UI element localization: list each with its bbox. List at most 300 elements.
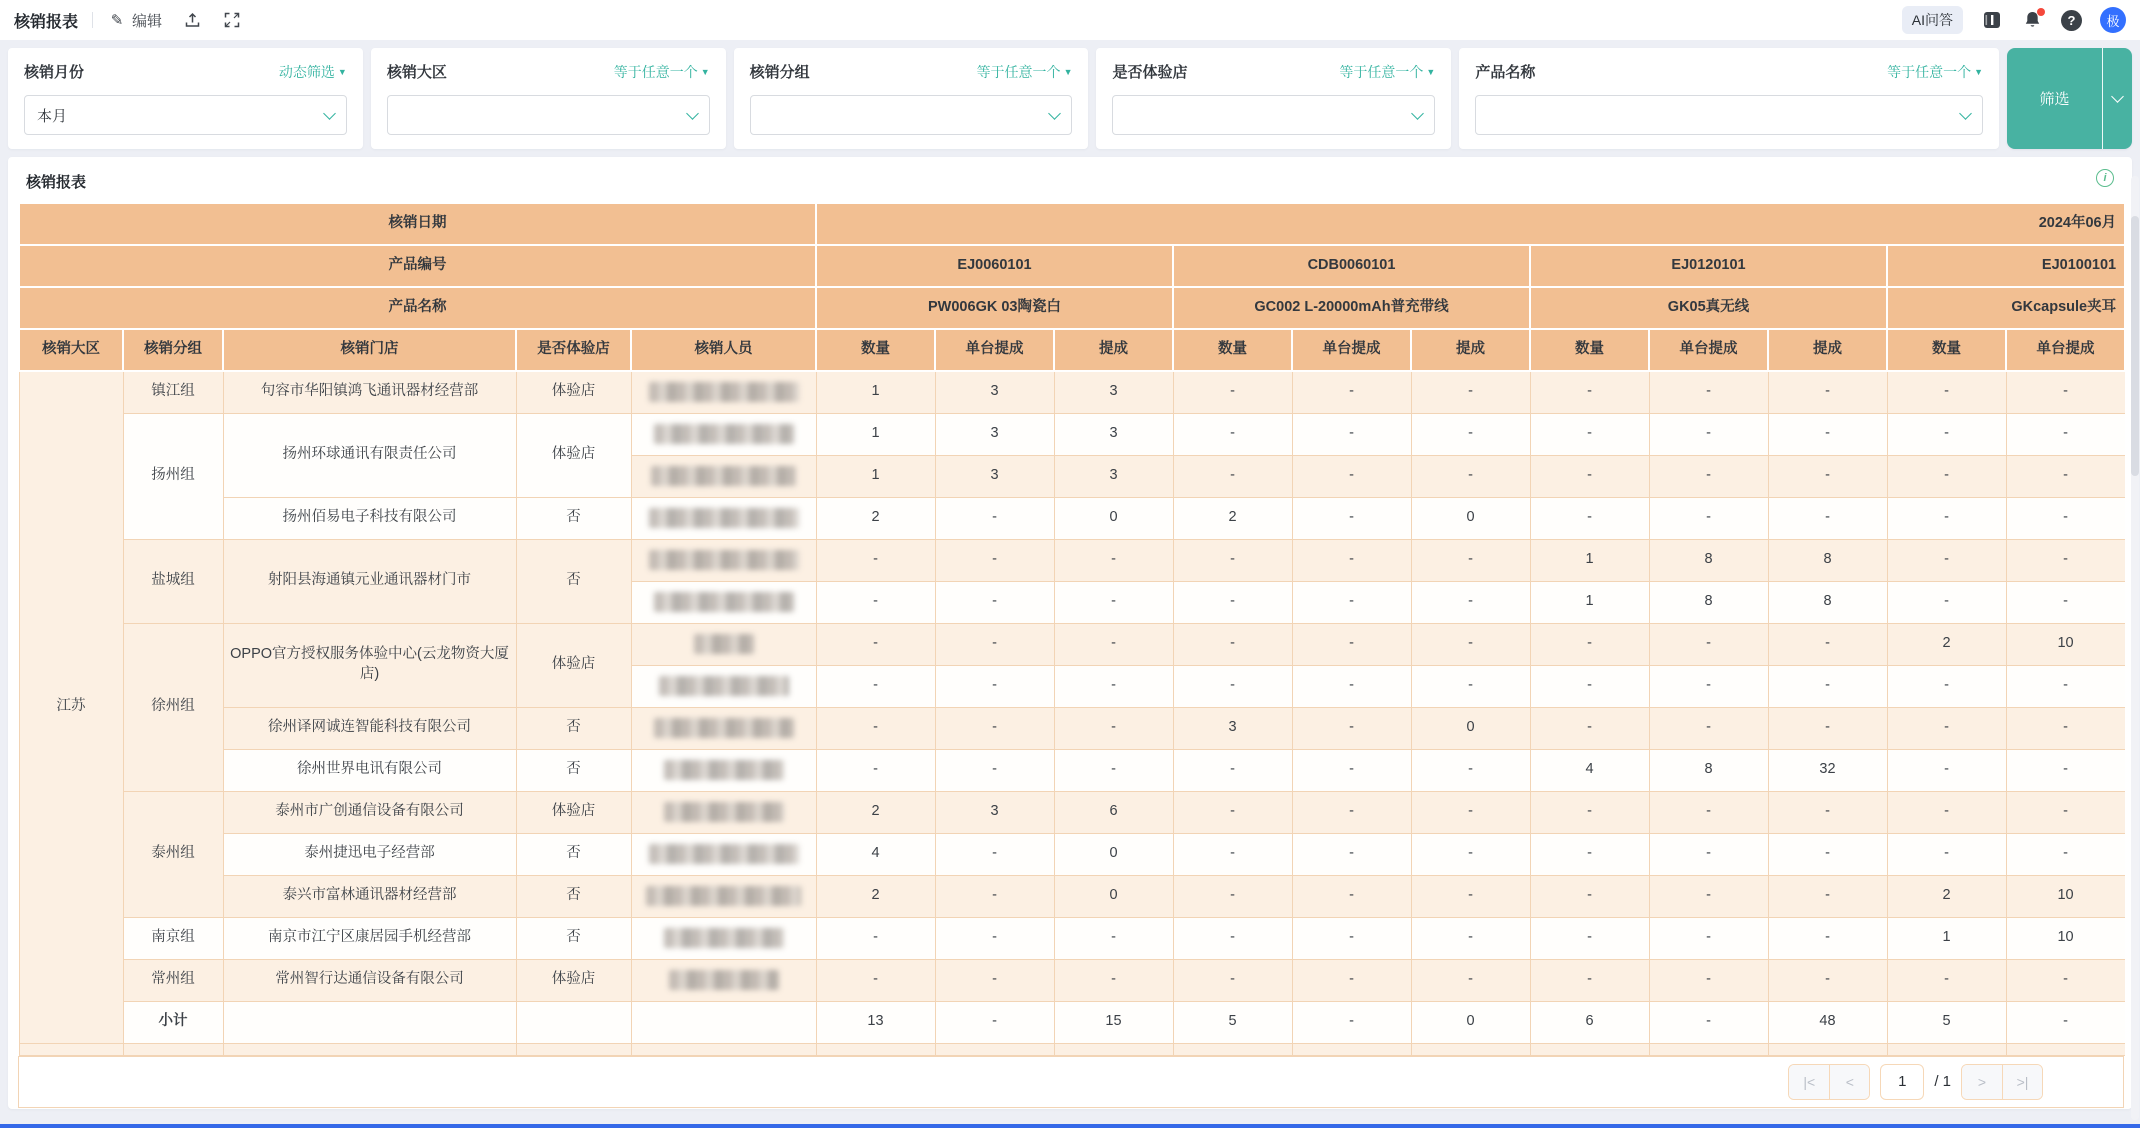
- value-cell: -: [1292, 455, 1411, 497]
- value-cell: -: [2006, 455, 2125, 497]
- filter-label: 核销月份: [24, 64, 85, 81]
- value-cell: 8: [1768, 539, 1887, 581]
- person-cell: [631, 539, 816, 581]
- clipped-cell: [516, 1043, 631, 1055]
- value-cell: -: [1173, 623, 1292, 665]
- value-cell: -: [2006, 749, 2125, 791]
- filter-operator-dropdown[interactable]: 等于任意一个 ▼: [613, 63, 710, 80]
- value-cell: -: [1649, 455, 1768, 497]
- experience-select[interactable]: [1112, 95, 1435, 135]
- value-cell: -: [1411, 959, 1530, 1001]
- value-cell: -: [935, 581, 1054, 623]
- value-cell: 1: [1530, 539, 1649, 581]
- product-code-cell: CDB0060101: [1173, 245, 1530, 287]
- person-name-redacted: [649, 844, 799, 864]
- value-cell: -: [1887, 791, 2006, 833]
- value-cell: -: [1768, 959, 1887, 1001]
- filter-apply-button[interactable]: 筛选: [2039, 91, 2070, 108]
- page-title: 核销报表: [14, 13, 79, 31]
- value-cell: 2: [816, 497, 935, 539]
- group-cell: 泰州组: [123, 791, 223, 917]
- value-cell: -: [1887, 665, 2006, 707]
- value-cell: -: [1292, 917, 1411, 959]
- report-title: 核销报表: [26, 174, 87, 191]
- table-row: [19, 791, 2125, 833]
- value-cell: -: [1530, 665, 1649, 707]
- value-cell: -: [1530, 791, 1649, 833]
- value-cell: -: [1887, 455, 2006, 497]
- value-cell: -: [816, 749, 935, 791]
- value-cell: 0: [1054, 875, 1173, 917]
- divider: [92, 12, 93, 28]
- pagination-group-right: [1961, 1064, 2043, 1100]
- value-cell: -: [1292, 371, 1411, 413]
- value-cell: -: [816, 623, 935, 665]
- value-cell: 0: [1411, 1001, 1530, 1043]
- filter-card-group: [734, 48, 1089, 149]
- store-cell: 泰兴市富林通讯器材经营部: [223, 875, 516, 917]
- month-select-value: 本月: [37, 107, 68, 125]
- person-name-redacted: [669, 970, 779, 990]
- table-row: [19, 623, 2125, 665]
- bottom-accent-line: [0, 1124, 2140, 1128]
- person-cell: [631, 371, 816, 413]
- value-cell: -: [1054, 707, 1173, 749]
- column-header-cell: 核销人员: [631, 329, 816, 371]
- upload-icon: [182, 10, 202, 30]
- metric-header-cell: 数量: [1530, 329, 1649, 371]
- caret-down-icon: ▼: [1426, 66, 1436, 77]
- clipped-cell: [631, 1043, 816, 1055]
- value-cell: -: [1768, 455, 1887, 497]
- experience-cell: 体验店: [516, 371, 631, 413]
- value-cell: -: [1887, 581, 2006, 623]
- value-cell: -: [935, 497, 1054, 539]
- table-row: [19, 749, 2125, 791]
- vertical-scrollbar[interactable]: [2131, 176, 2139, 1120]
- value-cell: 2: [1887, 623, 2006, 665]
- edit-label: 编辑: [132, 12, 163, 30]
- value-cell: -: [1649, 497, 1768, 539]
- value-cell: 1: [1887, 917, 2006, 959]
- value-cell: -: [1173, 371, 1292, 413]
- group-cell: 镇江组: [123, 371, 223, 413]
- product-name-label-cell: 产品名称: [19, 287, 816, 329]
- clipped-cell: [223, 1043, 516, 1055]
- value-cell: 6: [1530, 1001, 1649, 1043]
- value-cell: -: [2006, 791, 2125, 833]
- clipped-cell: [1649, 1043, 1768, 1055]
- metric-header-cell: 单台提成: [935, 329, 1054, 371]
- scrollbar-thumb[interactable]: [2131, 216, 2139, 476]
- value-cell: 3: [935, 371, 1054, 413]
- value-cell: -: [1530, 707, 1649, 749]
- export-button[interactable]: [182, 10, 202, 30]
- clipped-cell: [19, 1043, 123, 1055]
- value-cell: -: [2006, 581, 2125, 623]
- value-cell: 10: [2006, 875, 2125, 917]
- group-cell: 常州组: [123, 959, 223, 1001]
- value-cell: -: [1292, 539, 1411, 581]
- fullscreen-button[interactable]: [222, 10, 242, 30]
- value-cell: -: [1054, 749, 1173, 791]
- value-cell: -: [816, 581, 935, 623]
- value-cell: 8: [1649, 581, 1768, 623]
- value-cell: 3: [1173, 707, 1292, 749]
- product-select[interactable]: [1475, 95, 1983, 135]
- value-cell: -: [1054, 917, 1173, 959]
- value-cell: -: [1292, 581, 1411, 623]
- column-header-cell: 核销大区: [19, 329, 123, 371]
- clipped-cell: [935, 1043, 1054, 1055]
- value-cell: 8: [1649, 749, 1768, 791]
- value-cell: -: [1173, 455, 1292, 497]
- person-name-redacted: [694, 634, 754, 654]
- product-code-cell: EJ0060101: [816, 245, 1173, 287]
- store-cell: 扬州环球通讯有限责任公司: [223, 413, 516, 497]
- value-cell: 0: [1411, 707, 1530, 749]
- person-cell: [631, 665, 816, 707]
- value-cell: -: [1054, 959, 1173, 1001]
- store-cell: 泰州捷迅电子经营部: [223, 833, 516, 875]
- pagination-bar: [18, 1056, 2124, 1108]
- person-name-redacted: [654, 424, 794, 444]
- value-cell: -: [935, 959, 1054, 1001]
- value-cell: -: [1768, 791, 1887, 833]
- person-name-redacted: [646, 886, 801, 906]
- metric-header-cell: 提成: [1054, 329, 1173, 371]
- value-cell: 1: [816, 413, 935, 455]
- group-cell: 徐州组: [123, 623, 223, 791]
- product-name-cell: GK05真无线: [1530, 287, 1887, 329]
- value-cell: -: [1411, 665, 1530, 707]
- value-cell: -: [1530, 455, 1649, 497]
- value-cell: -: [1173, 749, 1292, 791]
- help-button[interactable]: ?: [2061, 10, 2082, 31]
- group-cell: 南京组: [123, 917, 223, 959]
- value-cell: -: [1887, 707, 2006, 749]
- value-cell: -: [1530, 959, 1649, 1001]
- store-cell: 徐州世界电讯有限公司: [223, 749, 516, 791]
- edit-button[interactable]: [107, 10, 162, 31]
- value-cell: -: [1411, 581, 1530, 623]
- report-card: [8, 157, 2132, 1109]
- person-cell: [631, 959, 816, 1001]
- experience-cell: 体验店: [516, 623, 631, 707]
- pencil-icon: ✎: [110, 12, 124, 29]
- table-row: [19, 833, 2125, 875]
- value-cell: -: [1292, 959, 1411, 1001]
- column-header-cell: 是否体验店: [516, 329, 631, 371]
- value-cell: -: [1292, 1001, 1411, 1043]
- value-cell: -: [2006, 665, 2125, 707]
- value-cell: -: [1649, 833, 1768, 875]
- store-cell: 南京市江宁区康居园手机经营部: [223, 917, 516, 959]
- value-cell: -: [935, 833, 1054, 875]
- filter-label: 核销分组: [749, 64, 810, 81]
- value-cell: -: [1530, 413, 1649, 455]
- prev-page-button[interactable]: <: [1829, 1065, 1869, 1099]
- product-code-label-cell: 产品编号: [19, 245, 816, 287]
- value-cell: -: [1649, 623, 1768, 665]
- value-cell: -: [1649, 371, 1768, 413]
- value-cell: 2: [816, 791, 935, 833]
- value-cell: -: [1768, 665, 1887, 707]
- clipped-cell: [1411, 1043, 1530, 1055]
- value-cell: -: [1649, 413, 1768, 455]
- person-cell: [631, 455, 816, 497]
- person-name-redacted: [649, 382, 799, 402]
- first-page-button[interactable]: |<: [1789, 1065, 1829, 1099]
- value-cell: -: [1292, 749, 1411, 791]
- value-cell: -: [1768, 623, 1887, 665]
- value-cell: -: [1768, 413, 1887, 455]
- group-cell: 扬州组: [123, 413, 223, 539]
- value-cell: -: [1411, 791, 1530, 833]
- value-cell: 3: [1054, 371, 1173, 413]
- column-header-cell: 核销门店: [223, 329, 516, 371]
- value-cell: -: [2006, 539, 2125, 581]
- value-cell: -: [1530, 497, 1649, 539]
- experience-cell: 否: [516, 497, 631, 539]
- value-cell: -: [1411, 875, 1530, 917]
- caret-down-icon: ▼: [1063, 66, 1073, 77]
- store-cell: 徐州译网诚连智能科技有限公司: [223, 707, 516, 749]
- value-cell: 32: [1768, 749, 1887, 791]
- experience-cell: 体验店: [516, 413, 631, 497]
- value-cell: -: [1768, 833, 1887, 875]
- value-cell: -: [1768, 371, 1887, 413]
- value-cell: 8: [1649, 539, 1768, 581]
- value-cell: -: [1173, 665, 1292, 707]
- value-cell: -: [1530, 917, 1649, 959]
- metric-header-cell: 数量: [1173, 329, 1292, 371]
- value-cell: 2: [1887, 875, 2006, 917]
- value-cell: 3: [1054, 413, 1173, 455]
- group-select[interactable]: [750, 95, 1073, 135]
- chevron-down-icon: [323, 107, 336, 120]
- filter-card-region: [371, 48, 726, 149]
- user-avatar[interactable]: 极: [2100, 7, 2126, 33]
- person-cell: [631, 413, 816, 455]
- product-name-cell: PW006GK 03陶瓷白: [816, 287, 1173, 329]
- person-name-redacted: [659, 676, 789, 696]
- value-cell: -: [1768, 497, 1887, 539]
- value-cell: -: [1887, 749, 2006, 791]
- table-row: [19, 539, 2125, 581]
- value-cell: -: [1887, 833, 2006, 875]
- caret-down-icon: ▼: [337, 66, 347, 77]
- value-cell: -: [1054, 665, 1173, 707]
- store-cell: 泰州市广创通信设备有限公司: [223, 791, 516, 833]
- value-cell: -: [1768, 875, 1887, 917]
- value-cell: -: [1292, 623, 1411, 665]
- value-cell: -: [1411, 455, 1530, 497]
- value-cell: 0: [1054, 833, 1173, 875]
- person-name-redacted: [651, 466, 796, 486]
- value-cell: 4: [816, 833, 935, 875]
- table-row: [19, 497, 2125, 539]
- value-cell: -: [1411, 833, 1530, 875]
- filter-label: 是否体验店: [1112, 64, 1188, 81]
- value-cell: -: [1887, 959, 2006, 1001]
- value-cell: -: [1530, 875, 1649, 917]
- chevron-down-icon: [686, 107, 699, 120]
- experience-cell: 否: [516, 707, 631, 749]
- value-cell: -: [935, 917, 1054, 959]
- next-page-button[interactable]: >: [1962, 1065, 2002, 1099]
- value-cell: 10: [2006, 917, 2125, 959]
- notification-bell-icon[interactable]: [2021, 9, 2043, 31]
- value-cell: -: [2006, 707, 2125, 749]
- value-cell: -: [935, 875, 1054, 917]
- table-row: [19, 1001, 2125, 1043]
- person-cell: [631, 497, 816, 539]
- topbar: [0, 0, 2140, 40]
- value-cell: -: [1173, 917, 1292, 959]
- value-cell: -: [1649, 875, 1768, 917]
- person-cell: [631, 749, 816, 791]
- value-cell: 2: [816, 875, 935, 917]
- page-number-input[interactable]: [1880, 1064, 1924, 1100]
- value-cell: -: [1411, 623, 1530, 665]
- clipped-cell: [1530, 1043, 1649, 1055]
- clipped-cell: [1054, 1043, 1173, 1055]
- value-cell: -: [1173, 539, 1292, 581]
- caret-down-icon: ▼: [700, 66, 710, 77]
- value-cell: -: [1887, 539, 2006, 581]
- value-cell: 5: [1173, 1001, 1292, 1043]
- value-cell: 1: [1530, 581, 1649, 623]
- value-cell: -: [1649, 665, 1768, 707]
- person-cell: [631, 791, 816, 833]
- person-cell: [631, 917, 816, 959]
- expand-icon: [222, 10, 242, 30]
- clipped-cell: [123, 1043, 223, 1055]
- person-cell: [631, 707, 816, 749]
- notification-badge: [2037, 8, 2045, 16]
- value-cell: -: [1649, 707, 1768, 749]
- value-cell: -: [1292, 875, 1411, 917]
- filter-apply-dropdown[interactable]: [2102, 48, 2132, 149]
- value-cell: -: [816, 959, 935, 1001]
- value-cell: 13: [816, 1001, 935, 1043]
- metric-header-cell: 提成: [1411, 329, 1530, 371]
- filter-bar: [0, 40, 2140, 149]
- value-cell: -: [2006, 497, 2125, 539]
- panel-toggle-button[interactable]: [1981, 9, 2003, 31]
- group-cell: 小计: [123, 1001, 223, 1043]
- experience-cell: 否: [516, 833, 631, 875]
- last-page-button[interactable]: >|: [2002, 1065, 2042, 1099]
- value-cell: -: [1411, 749, 1530, 791]
- product-code-cell: EJ0100101: [1887, 245, 2125, 287]
- person-name-redacted: [649, 508, 799, 528]
- filter-operator-dropdown[interactable]: 等于任意一个 ▼: [1887, 63, 1984, 80]
- person-cell: [631, 875, 816, 917]
- table-row: [19, 707, 2125, 749]
- value-cell: 5: [1887, 1001, 2006, 1043]
- filter-operator-dropdown[interactable]: 等于任意一个 ▼: [976, 63, 1073, 80]
- product-code-cell: EJ0120101: [1530, 245, 1887, 287]
- value-cell: -: [1649, 1001, 1768, 1043]
- value-cell: 48: [1768, 1001, 1887, 1043]
- filter-operator-dropdown[interactable]: 动态筛选 ▼: [278, 63, 347, 80]
- value-cell: -: [1768, 707, 1887, 749]
- value-cell: -: [1411, 917, 1530, 959]
- region-select[interactable]: [387, 95, 710, 135]
- filter-label: 产品名称: [1475, 64, 1536, 81]
- clipped-cell: [1768, 1043, 1887, 1055]
- group-cell: 盐城组: [123, 539, 223, 623]
- value-cell: -: [1887, 371, 2006, 413]
- value-cell: -: [2006, 833, 2125, 875]
- info-icon[interactable]: i: [2096, 169, 2114, 187]
- person-cell: [631, 581, 816, 623]
- clipped-cell: [1292, 1043, 1411, 1055]
- value-cell: 1: [816, 455, 935, 497]
- value-cell: -: [935, 1001, 1054, 1043]
- value-cell: 0: [1054, 497, 1173, 539]
- value-cell: -: [1173, 413, 1292, 455]
- experience-cell: 否: [516, 875, 631, 917]
- person-cell: [631, 833, 816, 875]
- metric-header-cell: 单台提成: [1292, 329, 1411, 371]
- table-row: [19, 959, 2125, 1001]
- value-cell: -: [1530, 371, 1649, 413]
- experience-cell: 体验店: [516, 791, 631, 833]
- pagination-group-left: [1788, 1064, 1870, 1100]
- value-cell: -: [1887, 413, 2006, 455]
- value-cell: -: [1173, 581, 1292, 623]
- value-cell: -: [1054, 539, 1173, 581]
- chevron-down-icon: [1049, 107, 1062, 120]
- value-cell: 15: [1054, 1001, 1173, 1043]
- value-cell: -: [1292, 413, 1411, 455]
- person-name-redacted: [664, 928, 784, 948]
- month-select[interactable]: [24, 95, 347, 135]
- store-cell: [223, 1001, 516, 1043]
- report-table-container: [18, 202, 2125, 1108]
- page-total-label: / 1: [1934, 1073, 1951, 1090]
- value-cell: 4: [1530, 749, 1649, 791]
- metric-header-cell: 数量: [1887, 329, 2006, 371]
- filter-operator-dropdown[interactable]: 等于任意一个 ▼: [1339, 63, 1436, 80]
- chevron-down-icon: [1959, 107, 1972, 120]
- value-cell: -: [935, 749, 1054, 791]
- value-cell: -: [1411, 371, 1530, 413]
- value-cell: -: [1768, 917, 1887, 959]
- ai-qa-button[interactable]: AI问答: [1902, 6, 1963, 34]
- report-table: [18, 202, 2125, 1056]
- experience-cell: [516, 1001, 631, 1043]
- filter-card-product: [1459, 48, 1999, 149]
- filter-card-month: [8, 48, 363, 149]
- value-cell: -: [1411, 539, 1530, 581]
- value-cell: -: [1530, 833, 1649, 875]
- experience-cell: 体验店: [516, 959, 631, 1001]
- value-cell: 3: [1054, 455, 1173, 497]
- value-cell: -: [1411, 413, 1530, 455]
- value-cell: -: [1292, 791, 1411, 833]
- chevron-down-icon: [2111, 90, 2124, 103]
- date-value-cell: 2024年06月: [816, 203, 2125, 245]
- filter-label: 核销大区: [386, 64, 447, 81]
- value-cell: -: [1649, 791, 1768, 833]
- value-cell: 0: [1411, 497, 1530, 539]
- clipped-cell: [816, 1043, 935, 1055]
- clipped-row: [19, 1043, 2125, 1055]
